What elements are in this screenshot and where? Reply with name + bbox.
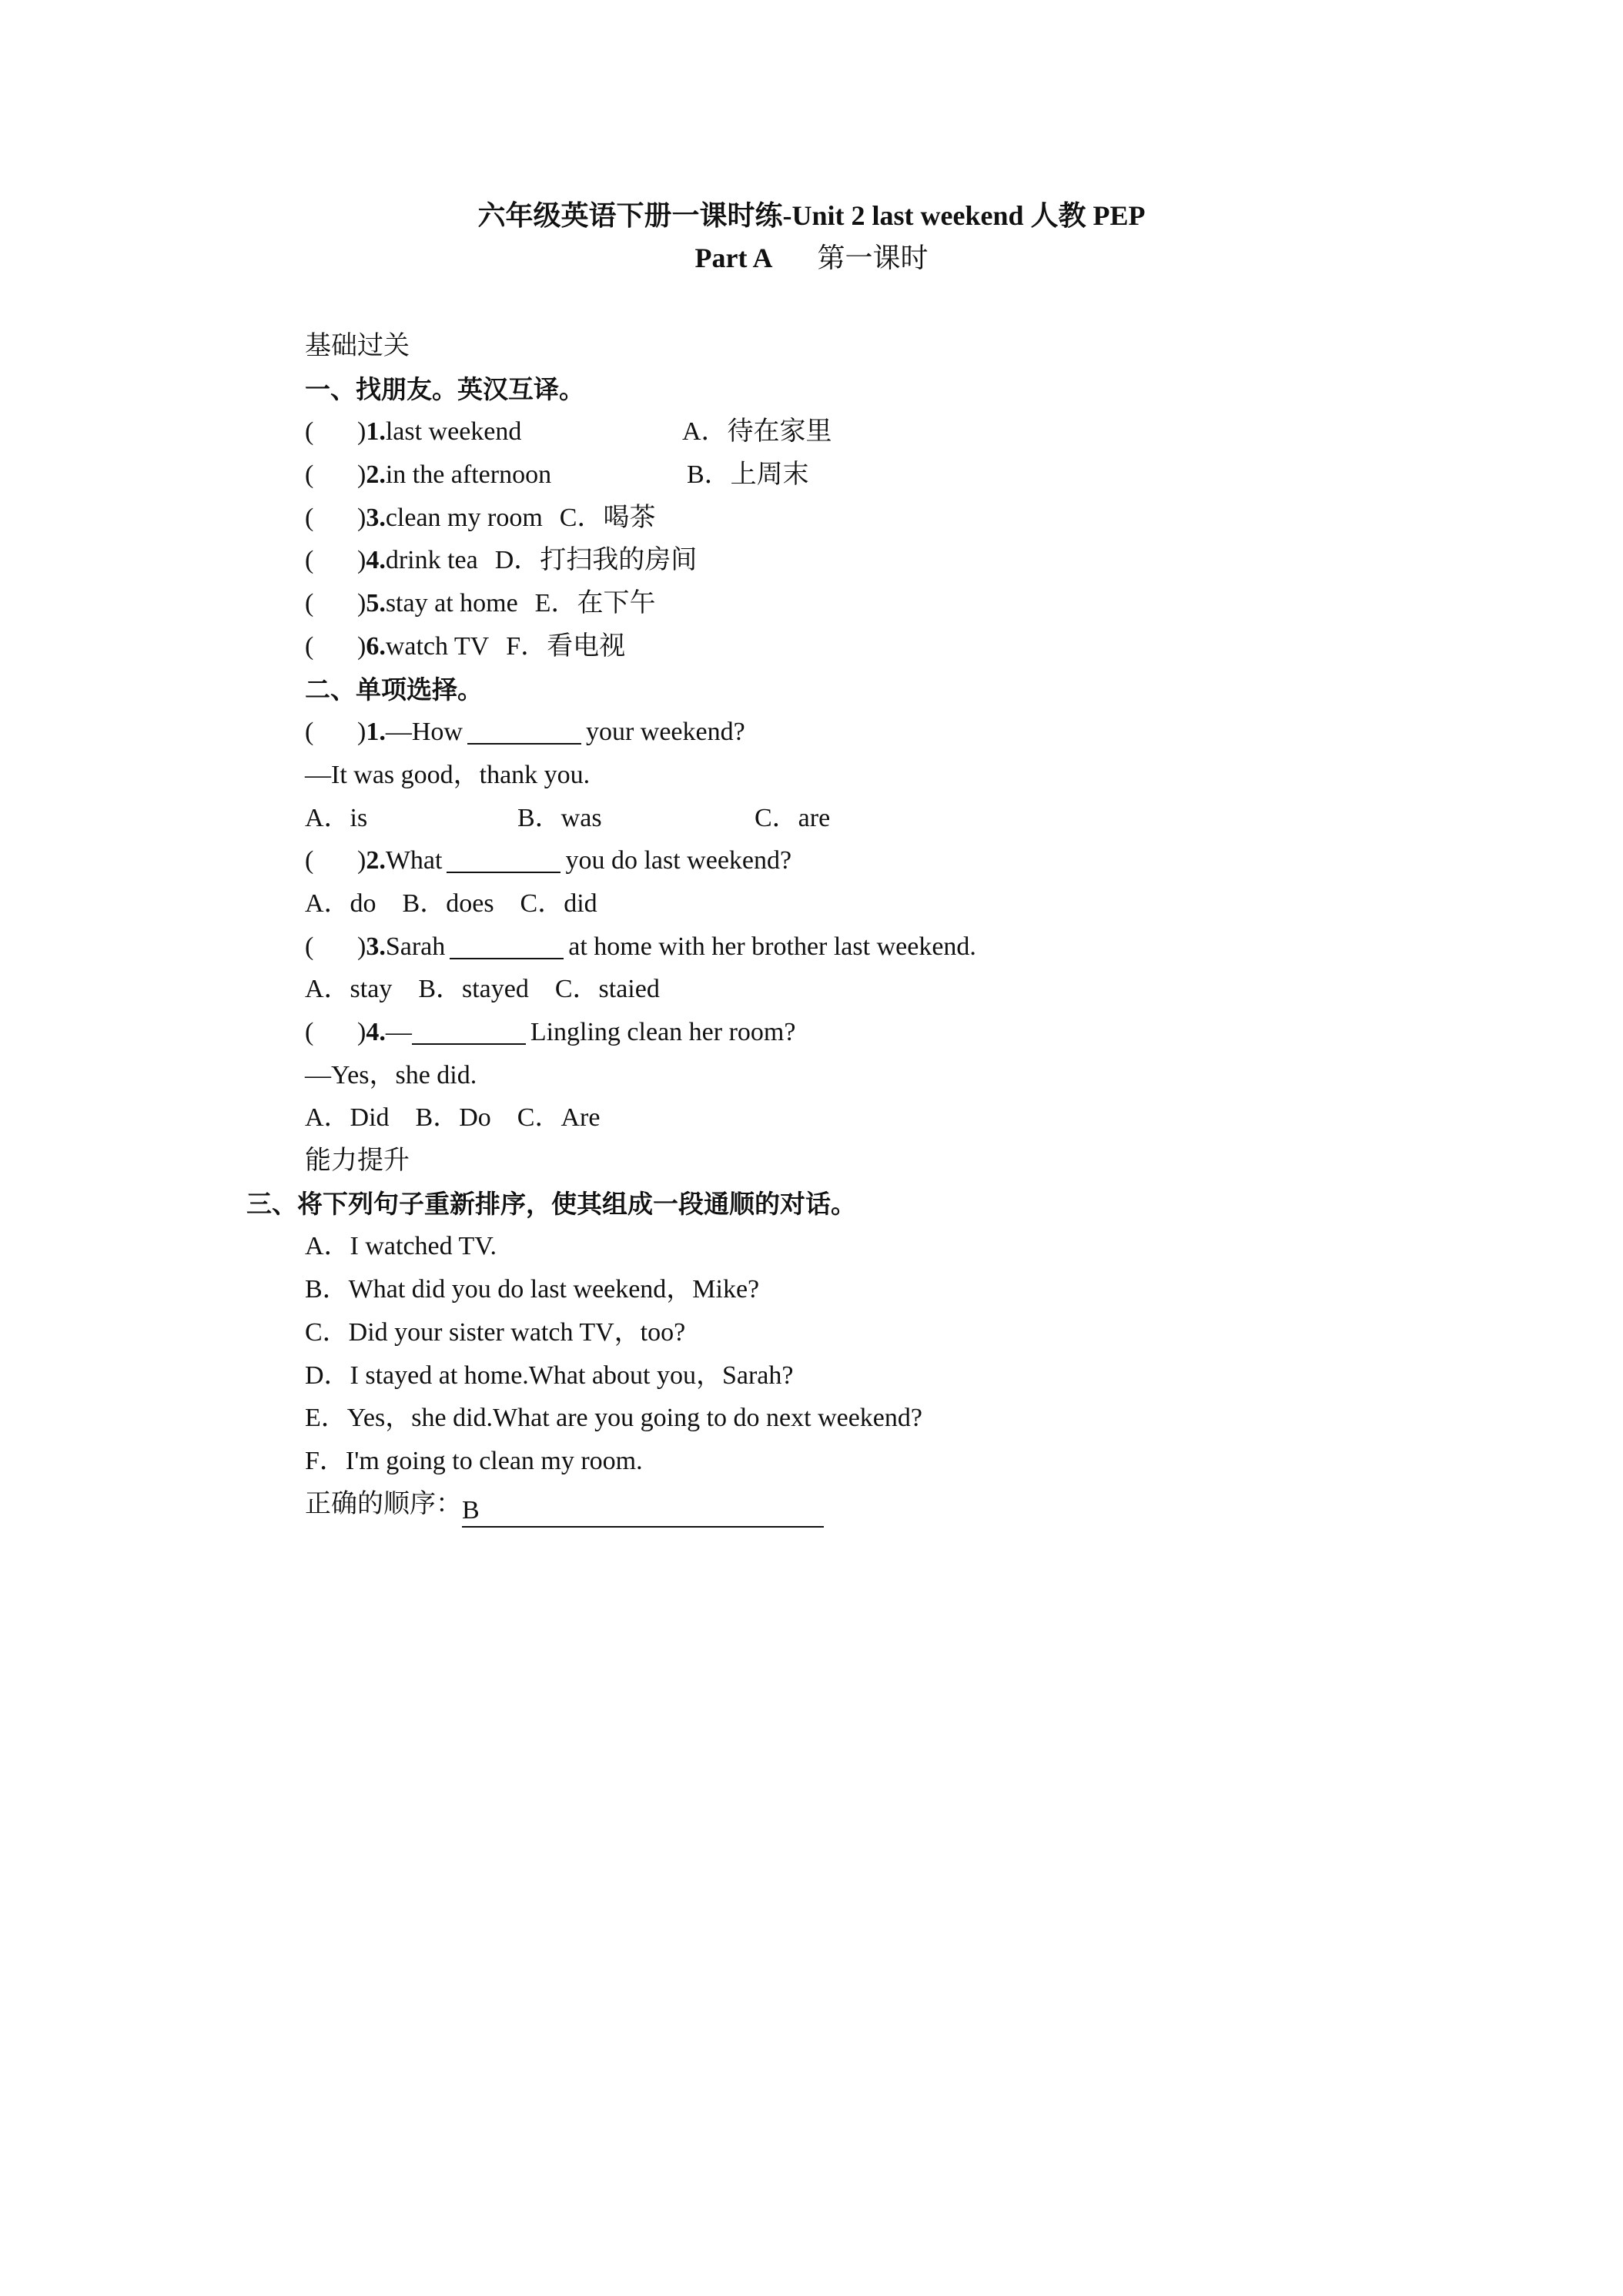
question-number: 3. [366,932,386,961]
choice-question-2: ( )2.What you do last weekend? [0,839,1623,882]
question-number: 3. [366,503,386,532]
sentence-c: C．Did your sister watch TV，too? [305,1317,686,1347]
question-number: 4. [366,1018,386,1046]
choice-question-4: ( )4.— Lingling clean her room? [0,1011,1623,1054]
section-ability-label: 能力提升 [305,1146,410,1176]
answer-order-value: B [462,1495,480,1525]
choice-question-3: ( )3.Sarah at home with her brother last weekend. [0,925,1623,969]
part-label: Part A [694,243,773,273]
fill-blank[interactable] [412,1017,526,1045]
sentence-e: E．Yes，she did.What are you going to do next weekend? [305,1404,922,1433]
choice-question-1: ( )1.—How your weekend? [0,711,1623,754]
sentence-b: B．What did you do last weekend，Mike? [305,1275,760,1304]
page-subtitle [0,239,1623,276]
question-1-reply: —It was good，thank you. [305,760,591,789]
question-2-options: A．do B．does C．did [305,889,597,918]
section2-heading: 二、单项选择。 [305,674,483,705]
answer-paren[interactable]: ( [305,631,314,661]
option-a: A．is [305,803,368,832]
match-option: C．喝茶 [559,503,656,532]
match-option: E．在下午 [534,589,656,618]
fill-blank[interactable] [450,932,564,959]
answer-paren[interactable]: ( [305,503,314,532]
question-3-options: A．stay B．stayed C．staied [305,975,660,1004]
match-item-5: ( )5.stay at home E．在下午 [0,582,1623,625]
question-number: 5. [366,589,386,618]
match-item-6: ( )6.watch TV F．看电视 [0,625,1623,668]
fill-blank[interactable] [447,845,561,873]
question-4-reply: —Yes，she did. [305,1060,477,1089]
lesson-label: 第一课时 [817,243,929,273]
match-item-3: ( )3.clean my room C．喝茶 [0,497,1623,540]
question-number: 6. [366,631,386,661]
section1-heading: 一、找朋友。英汉互译。 [305,373,584,404]
sentence-f: F．I'm going to clean my room. [305,1446,643,1475]
match-option: A．待在家里 [682,417,832,447]
phrase: watch TV [385,631,490,661]
answer-paren[interactable]: ( [305,589,314,618]
phrase: drink tea [385,546,478,575]
question-1-options [0,797,1623,840]
match-option: F．看电视 [506,631,626,661]
answer-paren[interactable]: ( [305,932,314,961]
answer-order-field[interactable] [462,1495,824,1528]
answer-paren[interactable]: ( [305,718,314,747]
option-c: C．are [755,803,831,832]
question-number: 1. [366,417,386,447]
answer-paren[interactable]: ( [305,546,314,575]
sentence-a: A．I watched TV. [305,1232,497,1261]
fill-blank[interactable] [467,717,581,745]
answer-paren[interactable]: ( [305,417,314,447]
match-option: B．上周末 [687,460,809,490]
answer-paren[interactable]: ( [305,460,314,490]
section-basic-label: 基础过关 [305,332,410,360]
question-number: 2. [366,460,386,490]
question-number: 4. [366,546,386,575]
question-4-options: A．Did B．Do C．Are [305,1103,601,1133]
match-item-2: ( )2.in the afternoon B．上周末 [0,454,1623,497]
page-title: 六年级英语下册一课时练-Unit 2 last weekend 人教 PEP [477,200,1146,231]
worksheet-body [0,325,1623,1525]
phrase: clean my room [385,503,543,532]
sentence-d: D．I stayed at home.What about you，Sarah? [305,1361,794,1390]
match-item-4: ( )4.drink tea D．打扫我的房间 [0,539,1623,582]
answer-paren[interactable]: ( [305,846,314,875]
question-number: 1. [366,718,386,747]
phrase: last weekend [385,417,522,447]
answer-paren[interactable]: ( [305,1018,314,1046]
answer-order-row [0,1483,1623,1526]
answer-label: 正确的顺序： [305,1489,462,1518]
question-number: 2. [366,846,386,875]
option-b: B．was [517,803,602,832]
section3-heading: 三、将下列句子重新排序，使其组成一段通顺的对话。 [246,1188,856,1219]
phrase: in the afternoon [385,460,552,490]
match-item-1: ( )1.last weekend A．待在家里 [0,410,1623,454]
match-option: D．打扫我的房间 [494,546,698,575]
phrase: stay at home [385,589,518,618]
